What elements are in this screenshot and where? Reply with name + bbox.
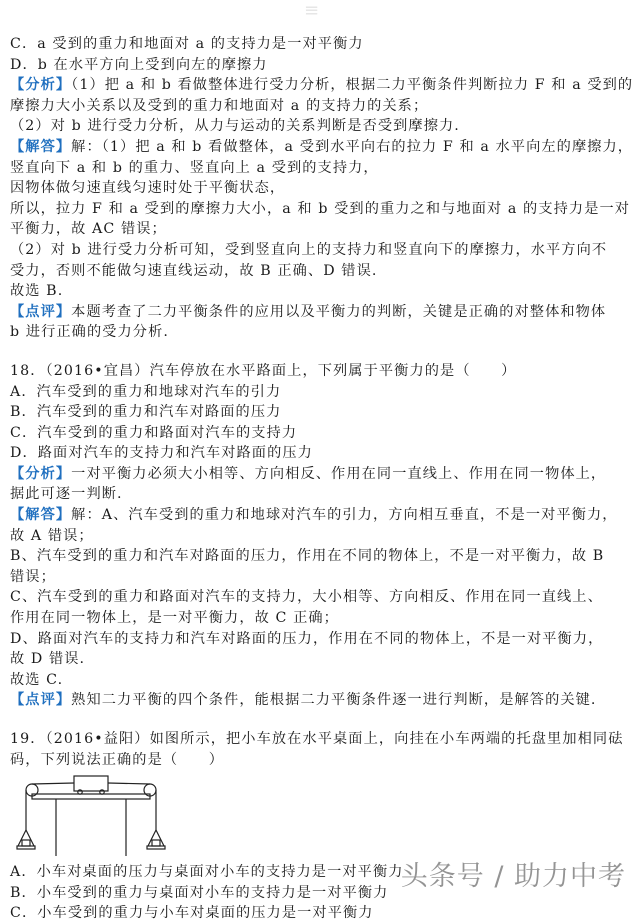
answer-tag: 【解答】 xyxy=(10,507,72,524)
question-19-stem: 19．（2016•益阳）如图所示，把小车放在水平桌面上，向挂在小车两端的托盘里加相同砝 xyxy=(10,731,624,747)
text-line: 码，下列说法正确的是（ ） xyxy=(10,751,225,768)
analysis-line: 【分析】一对平衡力必须大小相等、方向相反、作用在同一直线上、作用在同一物体上， xyxy=(10,465,607,482)
comment-line: 【点评】本题考查了二力平衡条件的应用以及平衡力的判断，关键是正确的对整体和物体 xyxy=(10,303,607,320)
analysis-tag: 【分析】 xyxy=(10,465,72,482)
text-line: 所以，拉力 F 和 a 受到的摩擦力大小，a 和 b 受到的重力之和与地面对 a 的支持力是一对 xyxy=(10,200,631,217)
text-line: B、汽车受到的重力和汽车对路面的压力，作用在不同的物体上，不是一对平衡力，故 B xyxy=(10,548,605,565)
weight-right xyxy=(152,840,160,846)
text-line: D、路面对汽车的支持力和汽车对路面的压力，作用在不同的物体上，不是一对平衡力， xyxy=(10,630,604,647)
text-line: 据此可逐一判断. xyxy=(10,486,123,503)
table-top xyxy=(32,794,150,799)
cart-table-figure xyxy=(10,770,626,862)
option-c: C．a 受到的重力和地面对 a 的支持力是一对平衡力 xyxy=(10,36,364,52)
cart xyxy=(74,776,108,791)
comment-line: 【点评】熟知二力平衡的四个条件，能根据二力平衡条件逐一进行判断，是解答的关键. xyxy=(10,692,597,709)
answer-line: 【解答】解：（1）把 a 和 b 看做整体，a 受到水平向右的拉力 F 和 a 水平向左的摩擦力， xyxy=(10,138,634,155)
analysis-line: 【分析】（1）把 a 和 b 看做整体进行受力分析，根据二力平衡条件判断拉力 F 和 a 受到的 xyxy=(10,77,634,94)
text-line: 故 A 错误； xyxy=(10,527,94,544)
analysis-tag: 【分析】 xyxy=(10,77,72,94)
option-d: D．路面对汽车的支持力和汽车对路面的压力 xyxy=(10,445,313,462)
weight-left xyxy=(22,840,30,846)
text-line: 平衡力，故 AC 错误； xyxy=(10,221,167,238)
text-line: 故选 C. xyxy=(10,671,64,688)
text-line: （2）对 b 进行受力分析，从力与运动的关系判断是否受到摩擦力. xyxy=(10,118,460,135)
question-18-stem: 18．（2016•宜昌）汽车停放在水平路面上，下列属于平衡力的是（ ） xyxy=(10,362,517,379)
option-d: D．b 在水平方向上受到向左的摩擦力 xyxy=(10,56,268,73)
text-line: （2）对 b 进行受力分析可知，受到竖直向上的支持力和竖直向下的摩擦力，水平方向不 xyxy=(10,241,608,258)
option-b: B．小车受到的重力与桌面对小车的支持力是一对平衡力 xyxy=(10,884,389,901)
comment-tag: 【点评】 xyxy=(10,303,72,320)
answer-tag: 【解答】 xyxy=(10,138,72,155)
text-line: 受力，否则不能做匀速直线运动，故 B 正确、D 错误. xyxy=(10,262,378,279)
watermark: 头条号 / 助力中考 xyxy=(400,861,626,892)
text-line: 故 D 错误. xyxy=(10,651,86,668)
string xyxy=(32,783,74,784)
text-line: 竖直向下 a 和 b 的重力、竖直向上 a 受到的支持力， xyxy=(10,159,379,176)
option-a: A．汽车受到的重力和地球对汽车的引力 xyxy=(10,383,282,400)
comment-tag: 【点评】 xyxy=(10,692,72,709)
top-faint-mark: ≡ xyxy=(304,0,320,21)
option-a: A．小车对桌面的压力与桌面对小车的支持力是一对平衡力 xyxy=(10,864,404,881)
text-line: 故选 B. xyxy=(10,283,64,300)
option-b: B．汽车受到的重力和汽车对路面的压力 xyxy=(10,404,282,421)
text-line: 因物体做匀速直线匀速时处于平衡状态， xyxy=(10,180,286,197)
answer-line: 【解答】解：A、汽车受到的重力和地球对汽车的引力，方向相互垂直，不是一对平衡力， xyxy=(10,507,618,524)
text-line: 作用在同一物体上，是一对平衡力，故 C 正确； xyxy=(10,610,339,627)
option-c: C．汽车受到的重力和路面对汽车的支持力 xyxy=(10,424,298,441)
text-line: 摩擦力大小关系以及受到的重力和地面对 a 的支持力的关系； xyxy=(10,97,429,114)
string xyxy=(108,783,150,784)
document-page xyxy=(10,34,634,924)
text-line: b 进行正确的受力分析. xyxy=(10,324,169,341)
option-c: C．小车受到的重力与小车对桌面的压力是一对平衡力 xyxy=(10,905,374,922)
text-line: C、汽车受到的重力和路面对汽车的支持力，大小相等、方向相反、作用在同一直线上、 xyxy=(10,589,603,606)
cart-table-diagram xyxy=(16,772,166,860)
text-line: 错误； xyxy=(10,568,56,585)
